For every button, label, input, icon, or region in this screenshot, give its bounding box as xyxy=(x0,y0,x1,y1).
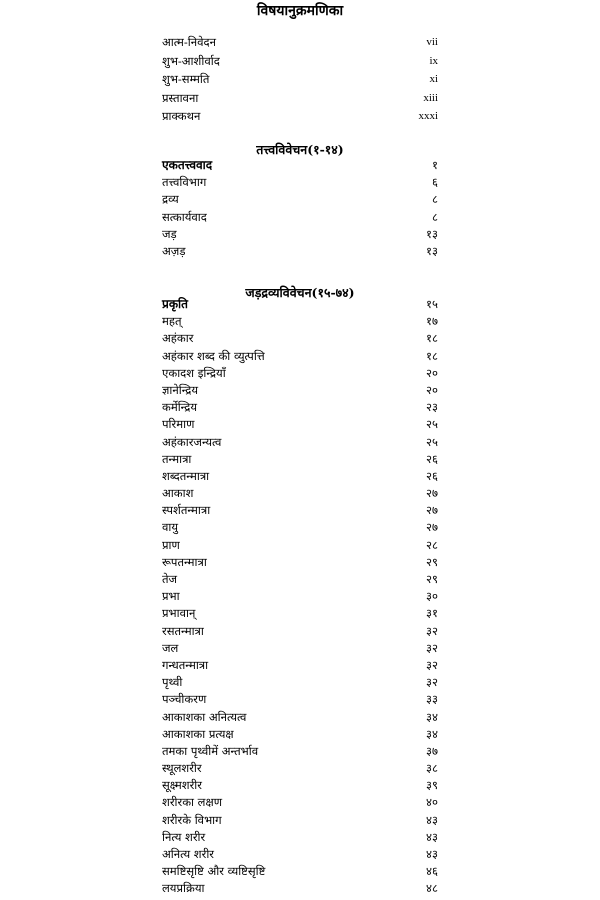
toc-entry-label: पृथ्वी xyxy=(162,675,183,690)
toc-entry-page: ix xyxy=(429,54,438,67)
toc-entry-page: ३४ xyxy=(426,726,438,741)
toc-entry xyxy=(0,209,600,226)
toc-entry-page: १ xyxy=(432,158,438,172)
toc-entry-page: २९ xyxy=(426,554,438,569)
toc-entry-page: ३३ xyxy=(426,692,438,707)
toc-entry xyxy=(0,829,600,846)
toc-entry-page: ३४ xyxy=(426,709,438,724)
toc-entry-label: प्राक्कथन xyxy=(162,109,201,123)
toc-entry-label: आकाशका अनित्यत्व xyxy=(162,709,247,724)
toc-entry-page: ३८ xyxy=(426,761,438,776)
toc-entry-label: रसतन्मात्रा xyxy=(162,623,204,638)
toc-entry-page: ३१ xyxy=(426,606,438,621)
toc-entry-label: एकतत्त्ववाद xyxy=(162,158,213,172)
toc-entry-page: xiii xyxy=(423,91,438,104)
toc-entry xyxy=(0,191,600,208)
toc-entry-label: प्रस्तावना xyxy=(162,90,199,105)
toc-entry xyxy=(0,623,600,640)
toc-entry-label: अज़ड़ xyxy=(162,243,186,258)
toc-entry xyxy=(0,777,600,794)
page-title: विषयानुक्रमणिका xyxy=(256,3,344,19)
toc-entry-label: स्थूलशरीर xyxy=(162,761,202,776)
toc-entry xyxy=(0,365,600,382)
toc-entry-label: प्रभा xyxy=(162,589,180,604)
toc-entry-label: शुभ-आशीर्वाद xyxy=(162,53,220,68)
toc-entry-label: लयप्रक्रिया xyxy=(162,881,205,896)
toc-entry xyxy=(0,709,600,726)
toc-entry-label: शरीरका लक्षण xyxy=(162,795,223,810)
toc-entry-label: सूक्ष्मशरीर xyxy=(162,778,202,793)
toc-entry-label: अनित्य शरीर xyxy=(162,847,215,861)
toc-entry xyxy=(0,348,600,365)
toc-entry xyxy=(0,399,600,416)
toc-entry-label: कर्मेन्द्रिय xyxy=(162,400,198,415)
toc-entry xyxy=(0,416,600,433)
toc-entry-page: २६ xyxy=(426,468,438,483)
toc-entry-page: ३२ xyxy=(426,623,438,638)
section-list xyxy=(0,157,600,260)
toc-entry xyxy=(0,226,600,243)
toc-entry-label: अहंकार शब्द की व्युत्पत्ति xyxy=(162,348,265,363)
toc-entry-label: महत् xyxy=(162,314,182,329)
toc-entry-page: ३९ xyxy=(426,778,438,793)
toc-entry xyxy=(0,313,600,330)
toc-entry-page: ८ xyxy=(432,192,438,207)
toc-entry-page: २८ xyxy=(426,537,438,552)
toc-entry-label: अहंकार xyxy=(162,331,194,346)
toc-entry-label: शरीरके विभाग xyxy=(162,812,222,827)
toc-entry-page: ४६ xyxy=(426,864,438,879)
toc-entry xyxy=(0,243,600,260)
toc-entry-label: एकादश इन्द्रियाँ xyxy=(162,365,226,380)
toc-entry xyxy=(0,451,600,468)
toc-entry-page: २० xyxy=(426,365,438,380)
toc-entry-page: ३० xyxy=(426,589,438,604)
toc-entry-page: २७ xyxy=(426,520,438,535)
toc-entry xyxy=(0,174,600,191)
toc-entry-page: ३२ xyxy=(426,675,438,690)
toc-entry xyxy=(0,502,600,519)
toc-entry-label: जल xyxy=(162,640,179,655)
toc-entry-label: आकाशका प्रत्यक्ष xyxy=(162,726,234,741)
toc-entry-label: ज्ञानेन्द्रिय xyxy=(162,382,199,397)
toc-entry xyxy=(0,33,600,52)
toc-entry-label: जड़ xyxy=(162,226,177,241)
toc-entry-label: सत्कार्यवाद xyxy=(162,209,207,224)
toc-entry-page: ४० xyxy=(426,795,438,810)
toc-entry-page: vii xyxy=(426,36,438,48)
toc-entry-label: प्रकृति xyxy=(162,297,188,311)
toc-entry-page: १८ xyxy=(426,348,438,363)
toc-entry-page: २६ xyxy=(426,451,438,466)
toc-entry-label: रूपतन्मात्रा xyxy=(162,554,207,569)
toc-entry xyxy=(0,537,600,554)
toc-entry xyxy=(0,726,600,743)
toc-entry xyxy=(0,794,600,811)
toc-entry-label: अहंकारजन्यत्व xyxy=(162,434,222,449)
toc-entry xyxy=(0,743,600,760)
toc-entry-label: प्राण xyxy=(162,537,180,552)
toc-entry xyxy=(0,674,600,691)
toc-entry-page: ३२ xyxy=(426,640,438,655)
toc-entry xyxy=(0,468,600,485)
toc-entry-page: xxxi xyxy=(418,110,438,122)
toc-entry-label: समष्टिसृष्टि और व्यष्टिसृष्टि xyxy=(162,864,266,879)
toc-entry-label: स्पर्शतन्मात्रा xyxy=(162,503,211,518)
toc-entry xyxy=(0,70,600,89)
toc-entry-page: १३ xyxy=(426,243,438,258)
toc-entry-page: २३ xyxy=(426,400,438,415)
toc-entry xyxy=(0,485,600,502)
toc-entry-label: शुभ-सम्मति xyxy=(162,72,210,86)
toc-entry-label: पञ्चीकरण xyxy=(162,692,207,707)
toc-entry-label: नित्य शरीर xyxy=(162,829,206,844)
toc-entry xyxy=(0,846,600,863)
toc-entry xyxy=(0,657,600,674)
toc-entry-page: ४८ xyxy=(426,881,438,896)
toc-entry xyxy=(0,296,600,313)
toc-entry-page: १५ xyxy=(426,297,438,311)
toc-entry xyxy=(0,89,600,108)
toc-entry-page: १८ xyxy=(426,331,438,346)
toc-entry xyxy=(0,330,600,347)
toc-entry-label: तमका पृथ्वीमें अन्तर्भाव xyxy=(162,743,259,758)
toc-entry-page: २७ xyxy=(426,486,438,501)
front-matter-list xyxy=(0,33,600,126)
toc-entry-label: तत्त्वविभाग xyxy=(162,175,207,190)
toc-entry xyxy=(0,605,600,622)
toc-entry-label: वायु xyxy=(162,520,179,535)
toc-entry xyxy=(0,640,600,657)
toc-entry-label: आत्म-निवेदन xyxy=(162,35,216,49)
toc-entry-label: परिमाण xyxy=(162,417,195,432)
toc-entry-page: ४३ xyxy=(426,829,438,844)
toc-entry-label: द्रव्य xyxy=(162,192,179,207)
toc-entry-label: तेज xyxy=(162,572,178,586)
toc-entry xyxy=(0,554,600,571)
toc-entry xyxy=(0,519,600,536)
toc-entry xyxy=(0,812,600,829)
toc-entry-page: २५ xyxy=(426,434,438,449)
toc-entry-page: २९ xyxy=(426,572,438,586)
toc-entry-label: शब्दतन्मात्रा xyxy=(162,468,210,483)
toc-entry-label: प्रभावान् xyxy=(162,606,196,621)
toc-entry xyxy=(0,863,600,880)
toc-entry-page: ४३ xyxy=(426,847,438,861)
toc-entry xyxy=(0,107,600,126)
section-list xyxy=(0,296,600,898)
toc-entry-page: ३७ xyxy=(426,743,438,758)
toc-entry-page: ३२ xyxy=(426,657,438,672)
section-heading: तत्त्वविवेचन(१-१४) xyxy=(256,142,344,157)
toc-entry-page: १७ xyxy=(426,314,438,329)
toc-entry-label: गन्धतन्मात्रा xyxy=(162,657,209,672)
toc-entry xyxy=(0,880,600,897)
toc-entry xyxy=(0,571,600,588)
toc-entry-page: २० xyxy=(426,382,438,397)
toc-entry xyxy=(0,588,600,605)
toc-entry-page: ६ xyxy=(432,175,438,190)
section-heading: जड़द्रव्यविवेचन(१५-७४) xyxy=(245,285,355,300)
toc-entry-page: xi xyxy=(429,73,438,85)
toc-entry xyxy=(0,382,600,399)
toc-entry xyxy=(0,157,600,174)
toc-entry-page: ४३ xyxy=(426,812,438,827)
toc-entry-label: आकाश xyxy=(162,486,194,501)
toc-entry-page: २७ xyxy=(426,503,438,518)
toc-entry-page: २५ xyxy=(426,417,438,432)
toc-entry-page: १३ xyxy=(426,226,438,241)
toc-entry-page: ८ xyxy=(432,209,438,224)
toc-entry xyxy=(0,691,600,708)
toc-entry xyxy=(0,52,600,71)
toc-entry xyxy=(0,434,600,451)
toc-entry xyxy=(0,760,600,777)
toc-entry-label: तन्मात्रा xyxy=(162,451,192,466)
